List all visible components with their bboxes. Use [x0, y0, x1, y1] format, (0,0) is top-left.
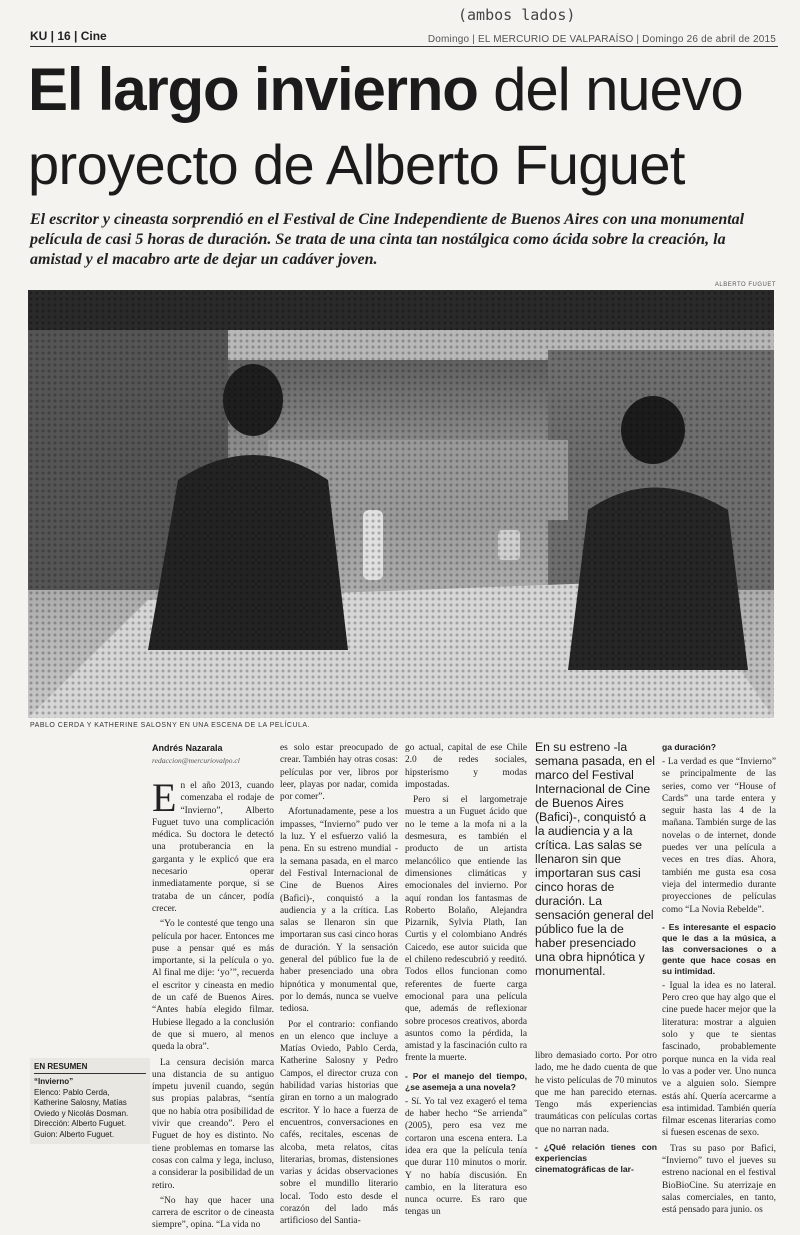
interview-answer-1: - Sí. Yo tal vez exageró el tema de haber hecho “Se arrienda” (2005), pero esa vez me cortaron una escena entera. La idea era que la película tenía que durar 110 minutos o morir. Y no había discusión. En cambio, en la literatura eso nunca ocurre. Es raro que tengas un — [405, 1096, 527, 1218]
interview-question-1: - Por el manejo del tiempo, ¿se asemeja a una novela? — [405, 1070, 527, 1092]
photo-credit: ALBERTO FUGUET — [714, 282, 776, 288]
pull-quote: En su estreno -la semana pasada, en el marco del Festival Internacional de Cine de Buenos Aires (Bafici)-, conquistó a la audiencia y a la crítica. Las salas se llenaron sin que importaran sus casi cinco horas de duración. La sensación general del público fue la de haber presenciado una obra hipnótica y monumental. — [535, 740, 655, 978]
column-3-paragraph-2: Pero si el largometraje muestra a un Fuguet ácido que no le teme a la mofa ni a la desmesura, es también el producto de un artista melancólico que entiende las dimensiones climáticas y emocionales del invierno. Por aquí rondan los fantasmas de Roberto Bolaño, Alejandra Pizarnik, Sylvia Plath, Ian Curtis y el colombiano Andrés Caicedo, ese autor suicida que el chileno redescubrió y reeditó. Todos ellos funcionan como referentes de fuerte carga emocional para una película que, además de reflexionar sobre procesos creativos, aborda asuntos como la pérdida, la amistad y la fascinación culto ra frente la muerte. — [405, 795, 527, 1064]
column-1-paragraph-2: “Yo le contesté que tengo una película por hacer. Entonces me puse a pensar qué es más importante, si la película o yo. Al final me dije: ‘yo’”, recuerda el escritor y cineasta en medio de un café de Buenos Aires. “Antes había elegido filmar. Hubiese llegado a la conclusión de que si muero, al menos queda la obra”. — [152, 919, 274, 1053]
headline-bold: El largo invierno — [28, 56, 478, 123]
handwritten-note: (ambos lados) — [458, 6, 576, 24]
dateline: Domingo | EL MERCURIO DE VALPARAÍSO | Domingo 26 de abril de 2015 — [427, 34, 776, 45]
top-rule — [30, 46, 778, 47]
article-column-4-bottom — [535, 1050, 657, 1178]
column-2-paragraph-2: Afortunadamente, pese a los impasses, “Invierno” pudo ver la luz. Y el esfuerzo valió la pena. En su estreno mundial -la semana pasada, en el marco del Festival Internacional de Cine de Buenos Aires (Bafici)-, conquistó a la audiencia y a la crítica. Las salas se llenaron sin que importaran sus casi cinco horas de duración. Y la sensación general del público fue la de haber presenciado una obra hipnótica y monumental que, por lo demás, nunca se vuelve tediosa. — [280, 807, 398, 1015]
article-column-1 — [152, 775, 274, 1235]
article-column-3 — [405, 742, 527, 1222]
end-mark: os — [754, 1205, 763, 1216]
column-4-paragraph-1: libro demasiado corto. Por otro lado, me he dado cuenta de que he visto películas de 70 minutos que me han parecido eternas. Tengo más experiencias traumáticas con películas cortas que no narran nada. — [535, 1051, 657, 1135]
closing-text: Tras su paso por Bafici, “Invierno” tuvo el jueves su estreno nacional en el festival BioBioCine. Su aterrizaje en salas comerciales, en tanto, está pensado para junio. — [662, 1143, 776, 1216]
photo-caption: PABLO CERDA Y KATHERINE SALOSNY EN UNA ESCENA DE LA PELÍCULA. — [30, 722, 311, 729]
article-photo — [28, 290, 774, 718]
headline-line1 — [28, 56, 788, 123]
article-column-2 — [280, 742, 398, 1231]
column-2-paragraph-3: Por el contrario: confiando en un elenco que incluye a Matías Oviedo, Pablo Cerda, Katherine Salosny y Pedro Campos, el director cruza con habilidad varias historias que giran en torno a un malogrado escritor. Y lo hace a fuerza de encuentros, conversaciones en cafés, recitales, escenas de alcoba, meta relatos, citas literarias, bromas, distensiones varias y ácidas observaciones sobre el mundillo literario local. Todo esto desde el corazón del lado más artificioso del Santia- — [280, 1019, 398, 1227]
summary-film: “Invierno” — [34, 1077, 74, 1086]
lead-paragraph: El escritor y cineasta sorprendió en el Festival de Cine Independiente de Buenos Aires con una monumental película de casi 5 horas de duración. Se trata de una cinta tan nostálgica como ácida sobre la creación, la amistad y el macabro arte de dejar un cadáver joven. — [30, 211, 745, 268]
summary-cast: Elenco: Pablo Cerda, Katherine Salosny, Matías Oviedo y Nicolás Dosman. — [34, 1087, 129, 1118]
summary-director: Dirección: Alberto Fuguet. — [34, 1119, 127, 1128]
interview-question-3: - Es interesante el espacio que le das a la música, a las conversaciones o a gente que hace cosas en su intimidad. — [662, 921, 776, 976]
interview-question-2-cont: ga duración? — [662, 742, 716, 752]
headline-light: del nuevo — [477, 56, 743, 123]
column-2-paragraph-1: es solo estar preocupado de crear. También hay otras cosas: películas por ver, libros por leer, playas por nadar, comida por comer”. — [280, 743, 398, 803]
column-1-paragraph-1 — [152, 775, 274, 915]
summary-box — [30, 1058, 150, 1144]
column-5-answer-2: - Igual la idea es no lateral. Pero creo que hay algo que el cine puede hacer mejor que la literatura: mostrar a alguien solo y que te sientas fascinado, probablemente porque nunca en la vida real lo vas a poder ver. Uno nunca ve a alguien solo. Siempre estás ahí. Quería acercarme a esa intimidad. También quería filmar escenas literarias como si fuesen escenas de sexo. — [662, 980, 776, 1139]
byline-email: redaccion@mercuriovalpo.cl — [152, 756, 240, 765]
drop-cap: E — [152, 775, 177, 820]
column-1-paragraph-4: “No hay que hacer una carrera de escritor o de cineasta siempre”, opina. “La vida no — [152, 1195, 274, 1231]
byline-author: Andrés Nazarala — [152, 743, 223, 753]
photo-illustration — [28, 290, 774, 718]
section-label: KU | 16 | Cine — [30, 29, 107, 43]
column-1-paragraph-3: La censura decisión marca una distancia de su antiguo ímpetu juvenil cuando, según sus propias palabras, “sentía que no había otra posibilidad de vivir que creando”. Pero el Fuguet de hoy es distinto. No tiene problemas en tomarse las cosas con calma y lega, incluso, a considerar la posibilidad de un retiro. — [152, 1057, 274, 1191]
interview-question-2: - ¿Qué relación tienes con experiencias cinematográficas de lar- — [535, 1142, 657, 1175]
column-5-answer-1: - La verdad es que “Invierno” se principalmente de las series, como ver “House of Cards” una tarde entera y seguir hasta las 4 de la mañana. También surge de las novelas o de internet, donde puedes ver una película a veces en tres días. Ahora, también me gusta esa cosa vieja del intermedio durante proyecciones de películas como “La Novia Rebelde”. — [662, 757, 776, 915]
column-5-paragraph-closing — [662, 1143, 776, 1217]
headline-line2: proyecto de Alberto Fuguet — [28, 133, 685, 196]
article-column-5 — [662, 742, 776, 1220]
summary-title: EN RESUMEN — [34, 1062, 146, 1074]
summary-screenplay: Guion: Alberto Fuguet. — [34, 1129, 115, 1139]
column-1-text-1: n el año 2013, cuando comenzaba el rodaje de “Invierno”, Alberto Fuguet tuvo una complicación médica. Su doctora le detectó una protuberancia en la garganta y le explicó que era necesario operar inmediatamente porque, si se trataba de un cáncer, podía crecer. — [152, 781, 274, 914]
column-3-paragraph-1: go actual, capital de ese Chile 2.0 de redes sociales, hipsterismo y modas impostadas. — [405, 743, 527, 790]
